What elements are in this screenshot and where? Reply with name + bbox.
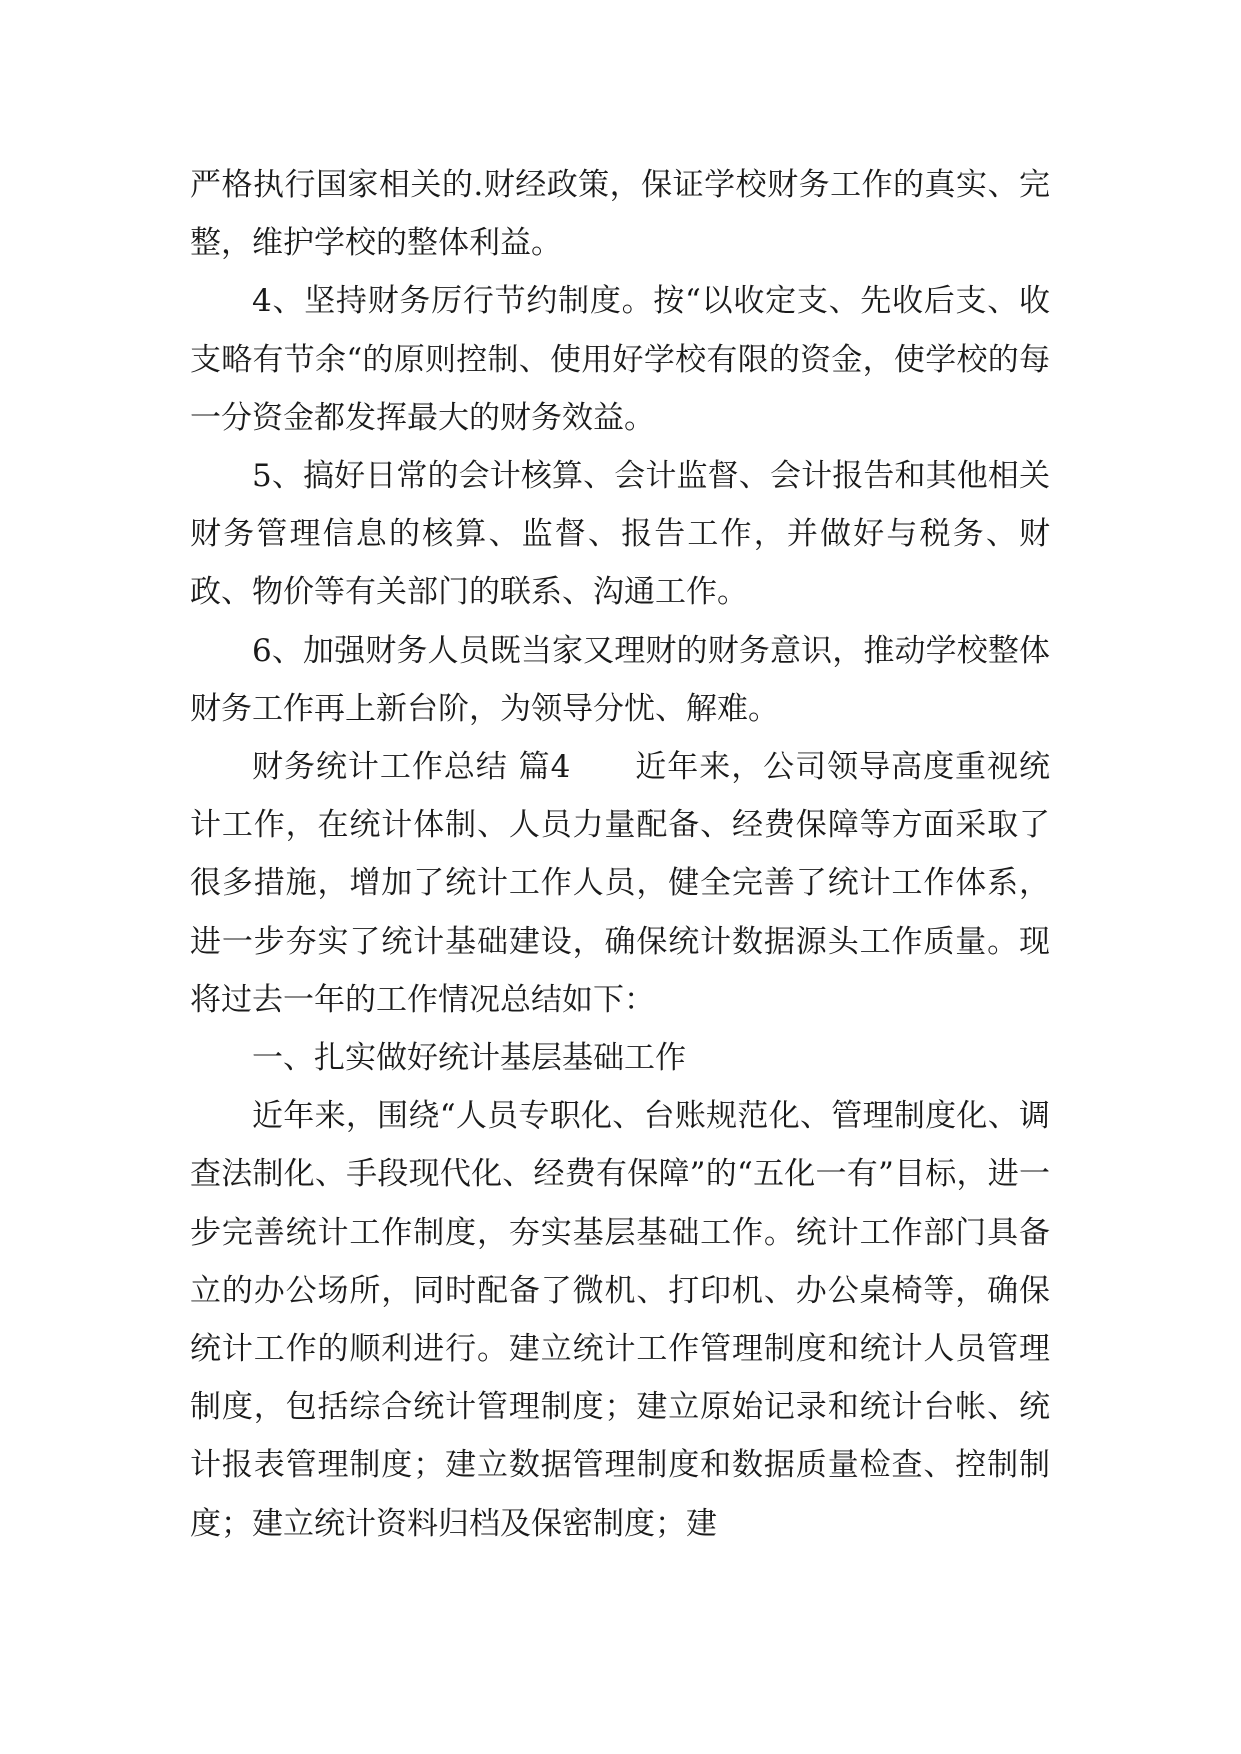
paragraph-continuation: 严格执行国家相关的.财经政策，保证学校财务工作的真实、完整，维护学校的整体利益。: [190, 167, 1050, 262]
paragraph-item-6: 6、加强财务人员既当家又理财的财务意识，推动学校整体财务工作再上新台阶，为领导分忧、解难。: [190, 632, 1050, 727]
paragraph-item-4: 4、坚持财务厉行节约制度。按“以收定支、先收后支、收支略有节余“的原则控制、使用好学校有限的资金，使学校的每一分资金都发挥最大的财务效益。: [190, 283, 1050, 436]
paragraph-section-body: 近年来，围绕“人员专职化、台账规范化、管理制度化、调查法制化、手段现代化、经费有保障”的“五化一有”目标，进一步完善统计工作制度，夯实基层基础工作。统计工作部门具备立的办公场所，同时配备了微机、打印机、办公桌椅等，确保统计工作的顺利进行。建立统计工作管理制度和统计人员管理制度，包括综合统计管理制度；建立原始记录和统计台帐、统计报表管理制度；建立数据管理制度和数据质量检查、控制制度；建立统计资料归档及保密制度；建: [190, 1098, 1050, 1542]
document-body: [190, 156, 1050, 1553]
paragraph-section-title-and-intro: 财务统计工作总结 篇4 近年来，公司领导高度重视统计工作，在统计体制、人员力量配备、经费保障等方面采取了很多措施，增加了统计工作人员，健全完善了统计工作体系，进一步夯实了统计基础建设，确保统计数据源头工作质量。现将过去一年的工作情况总结如下：: [190, 749, 1050, 1018]
paragraph-item-5: 5、搞好日常的会计核算、会计监督、会计报告和其他相关财务管理信息的核算、监督、报告工作，并做好与税务、财政、物价等有关部门的联系、沟通工作。: [190, 458, 1050, 611]
section-heading: 一、扎实做好统计基层基础工作: [252, 1040, 686, 1077]
